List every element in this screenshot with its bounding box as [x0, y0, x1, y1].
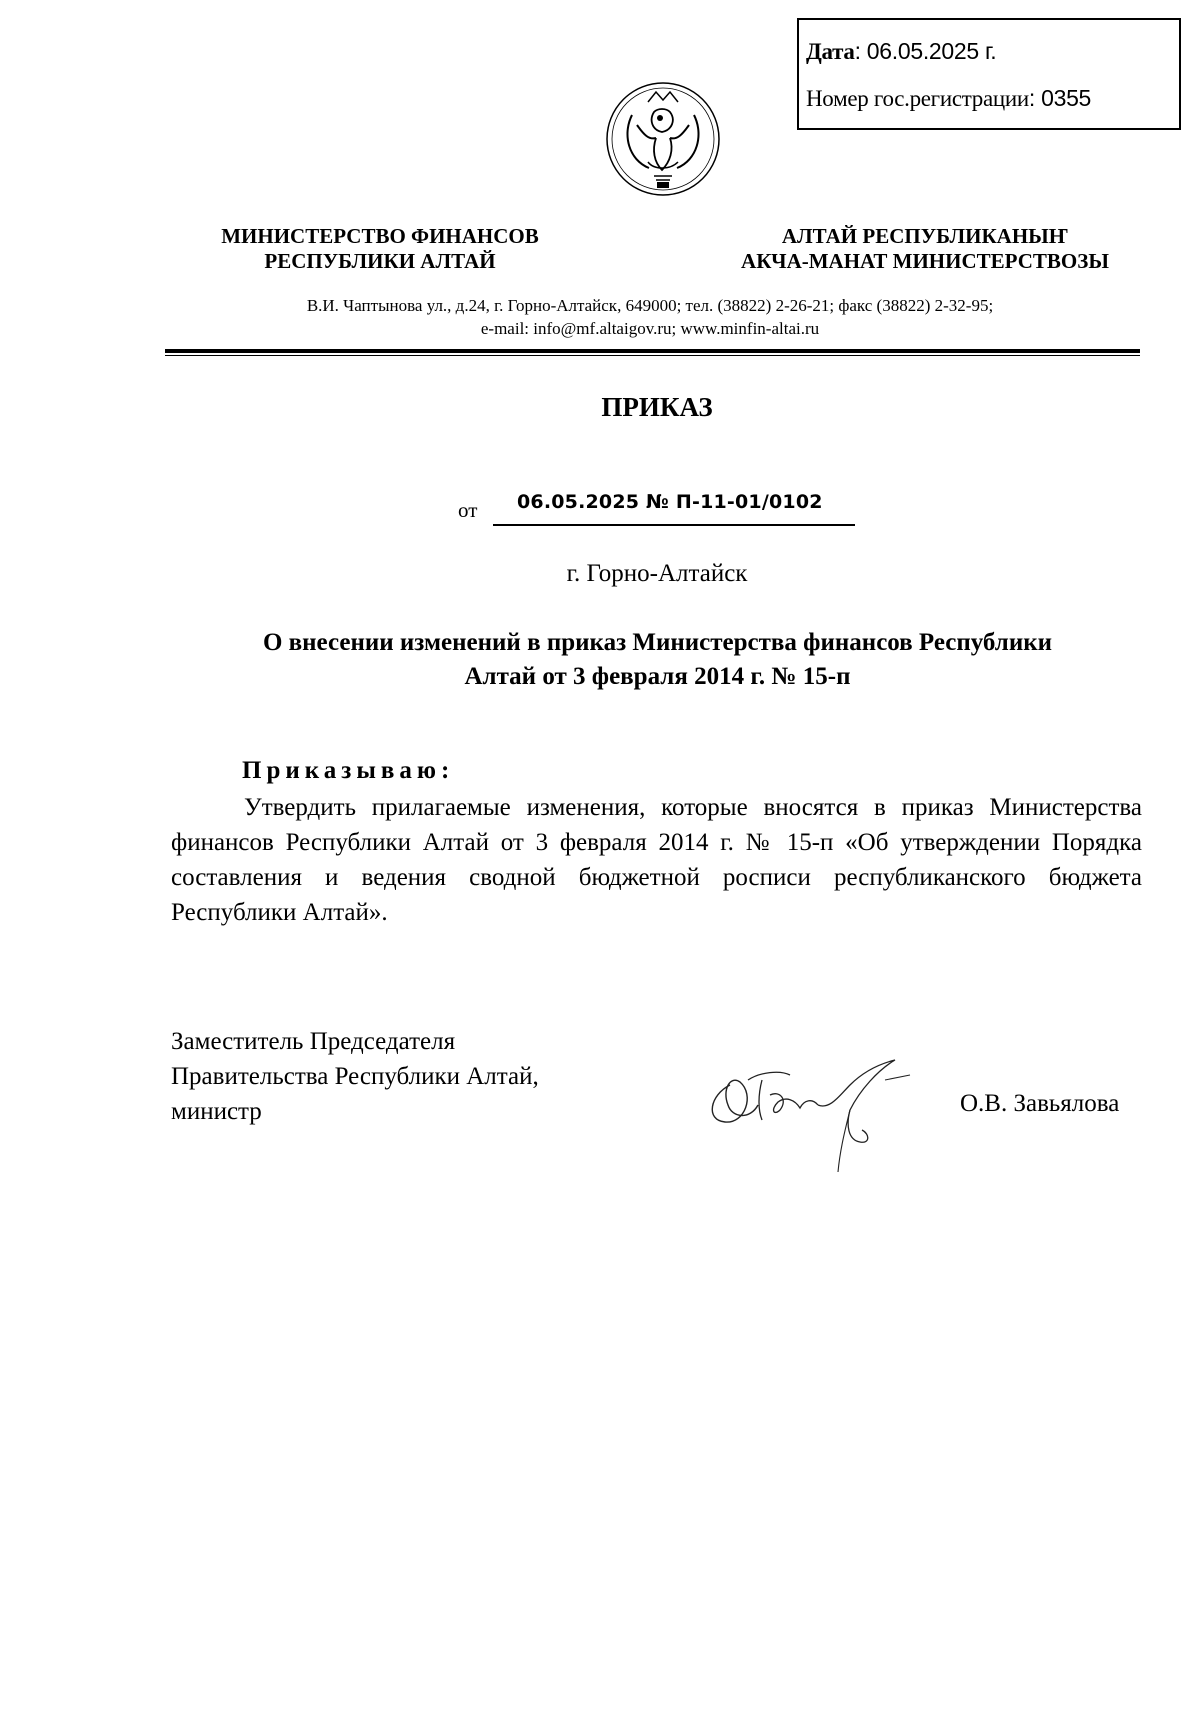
subject-line1: О внесении изменений в приказ Министерства финансов Республики: [262, 629, 1053, 656]
registration-box: [797, 18, 1181, 130]
org-ru-line2: РЕСПУБЛИКИ АЛТАЙ: [264, 249, 496, 273]
registration-number: [806, 85, 1091, 112]
header-divider-thin: [165, 355, 1140, 356]
role-line2: Правительства Республики Алтай,: [171, 1063, 539, 1090]
order-directive-word: Приказываю:: [242, 757, 455, 784]
signatory-name: О.В. Завьялова: [960, 1090, 1120, 1117]
address-line1: В.И. Чаптынова ул., д.24, г. Горно-Алтайск, 649000; тел. (38822) 2-26-21; факс (38822) 2-32-95;: [306, 296, 994, 315]
republic-emblem-icon: [604, 80, 722, 198]
role-line3: министр: [171, 1098, 262, 1125]
city: г. Горно-Алтайск: [566, 560, 748, 587]
signatory-role: [171, 1024, 539, 1129]
header-divider-thick: [165, 349, 1140, 353]
from-label: от: [458, 498, 478, 522]
document-title: ПРИКАЗ: [601, 392, 713, 422]
reg-number-value: : 0355: [1028, 85, 1092, 111]
address-block: [150, 294, 1150, 340]
handwritten-signature: [700, 1050, 945, 1175]
address-line2: e-mail: info@mf.altaigov.ru; www.minfin-altai.ru: [480, 319, 820, 338]
org-alt-line2: АКЧА-МАНАТ МИНИСТЕРСТВОЗЫ: [741, 249, 1109, 273]
order-number: 06.05.2025 № П-11-01/0102: [517, 491, 823, 513]
reg-number-label: Номер гос.регистрации: [806, 86, 1029, 111]
registration-date: [806, 38, 996, 65]
date-label: Дата: [806, 39, 855, 64]
subject-line2: Алтай от 3 февраля 2014 г. № 15-п: [464, 663, 851, 690]
role-line1: Заместитель Председателя: [171, 1028, 456, 1055]
order-number-underline: [493, 524, 855, 526]
org-ru-line1: МИНИСТЕРСТВО ФИНАНСОВ: [221, 224, 539, 248]
org-name-russian: [190, 224, 570, 274]
date-value: : 06.05.2025 г.: [854, 38, 997, 64]
org-name-altai: [705, 224, 1145, 274]
org-alt-line1: АЛТАЙ РЕСПУБЛИКАНЫҤ: [781, 224, 1069, 248]
document-subject: [185, 626, 1130, 694]
order-body-text: Утвердить прилагаемые изменения, которые вносятся в приказ Министерства финансов Республики Алтай от 3 февраля 2014 г. № 15-п «Об утверждении Порядка составления и ведения сводной бюджетной росписи республиканского бюджета Республики Алтай».: [171, 794, 1142, 926]
